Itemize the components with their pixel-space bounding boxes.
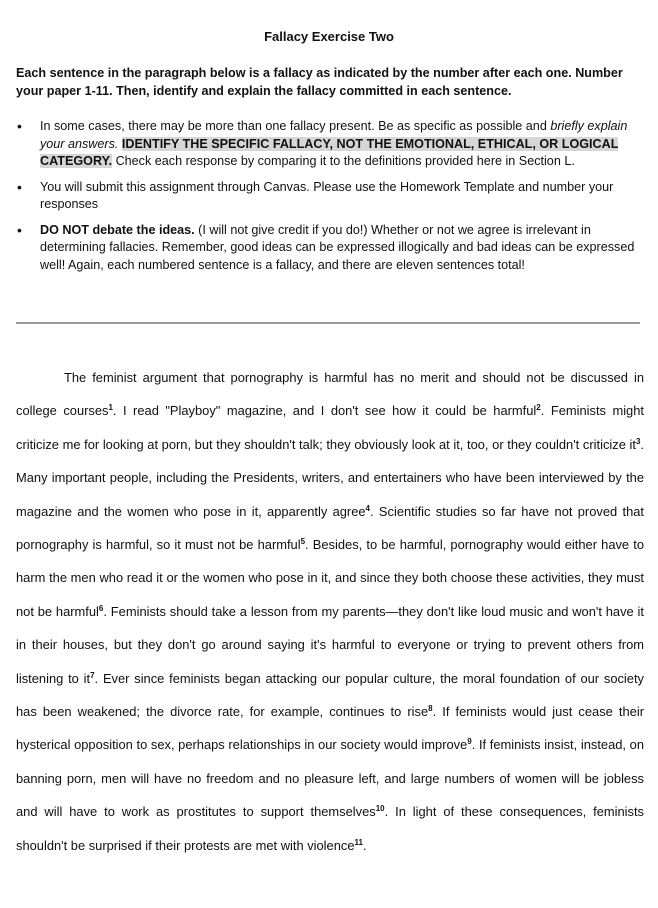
sentence: Besides, to be harmful, pornography would either have to harm the men who read it or the women who pose in it, and since they both choose these activities, they must not be harmful$^6$. <box>16 536 644 619</box>
sentence: In light of these consequences, feminists shouldn't be surprised if their protests are met with violence$^{11}$. <box>16 804 644 853</box>
bullet-icon: • <box>17 118 22 134</box>
list-item: • In some cases, there may be more than one fallacy present. Be as specific as possible and briefly explain your answers. IDENTIFY THE SPECIFIC FALLACY, NOT THE EMOTIONAL, ETHICAL, OR LOGICAL CATEGORY. Check each response by comparing it to the definitions provided here in Section L. <box>17 118 628 168</box>
sentence: Many important people, including the Presidents, writers, and entertainers who have been interviewed by the magazine and the women who pose in it, apparently agree$^4$. <box>16 470 644 519</box>
instructions-intro: Each sentence in the paragraph below is a fallacy as indicated by the number after each one. Number your paper 1-11. Then, identify and explain the fallacy committed in each sentence. <box>16 66 623 98</box>
page-title: Fallacy Exercise Two <box>264 29 394 44</box>
horizontal-divider <box>16 322 640 324</box>
list-item: • DO NOT debate the ideas. (I will not give credit if you do!) Whether or not we agree is irrelevant in determining fallacies. Remember, good ideas can be expressed illogically and bad ideas can be expressed well! Again, each numbered sentence is a fallacy, and there are eleven sentences total! <box>17 221 635 272</box>
sentence: If feminists insist, instead, on banning porn, men will have no freedom and no pleasure left, and large numbers of women will be jobless and will have to work as prostitutes to support themselves$^{10}$. <box>16 737 644 820</box>
highlighted-text: IDENTIFY THE SPECIFIC FALLACY, NOT THE EMOTIONAL, ETHICAL, OR LOGICAL CATEGORY. <box>40 136 619 168</box>
sentence: I read "Playboy" magazine, and I don't see how it could be harmful$^2$. <box>116 403 545 419</box>
instructions-list <box>16 118 644 282</box>
sentence: Feminists might criticize me for looking at porn, but they shouldn't talk; they obviously look at it, too, or they couldn't criticize $it^3$. <box>16 403 644 452</box>
sentence: Scientific studies so far have not proved that pornography is harmful, so it must not be harmful$^5$. <box>16 503 644 552</box>
fallacy-paragraph <box>16 361 644 862</box>
bullet-icon: • <box>17 221 22 238</box>
list-item: • You will submit this assignment through Canvas. Please use the Homework Template and number your responses <box>17 178 614 211</box>
sentence: Ever since feminists began attacking our popular culture, the moral foundation of our society has been weakened; the divorce rate, for example, continues to rise$^8$. <box>16 670 644 719</box>
bullet-icon: • <box>17 178 22 195</box>
sentence: If feminists would just cease their hysterical opposition to sex, perhaps relationships in our society would improve$^9$. <box>16 703 644 753</box>
sentence: The feminist argument that pornography is harmful has no merit and should not be discussed in college courses$^1$. <box>16 369 644 419</box>
sentence: Feminists should take a lesson from my parents—they don't like loud music and won't have it in their houses, but they don't go around saying it's harmful to everyone or trying to prevent others from listening to $it^7$. <box>16 603 644 686</box>
